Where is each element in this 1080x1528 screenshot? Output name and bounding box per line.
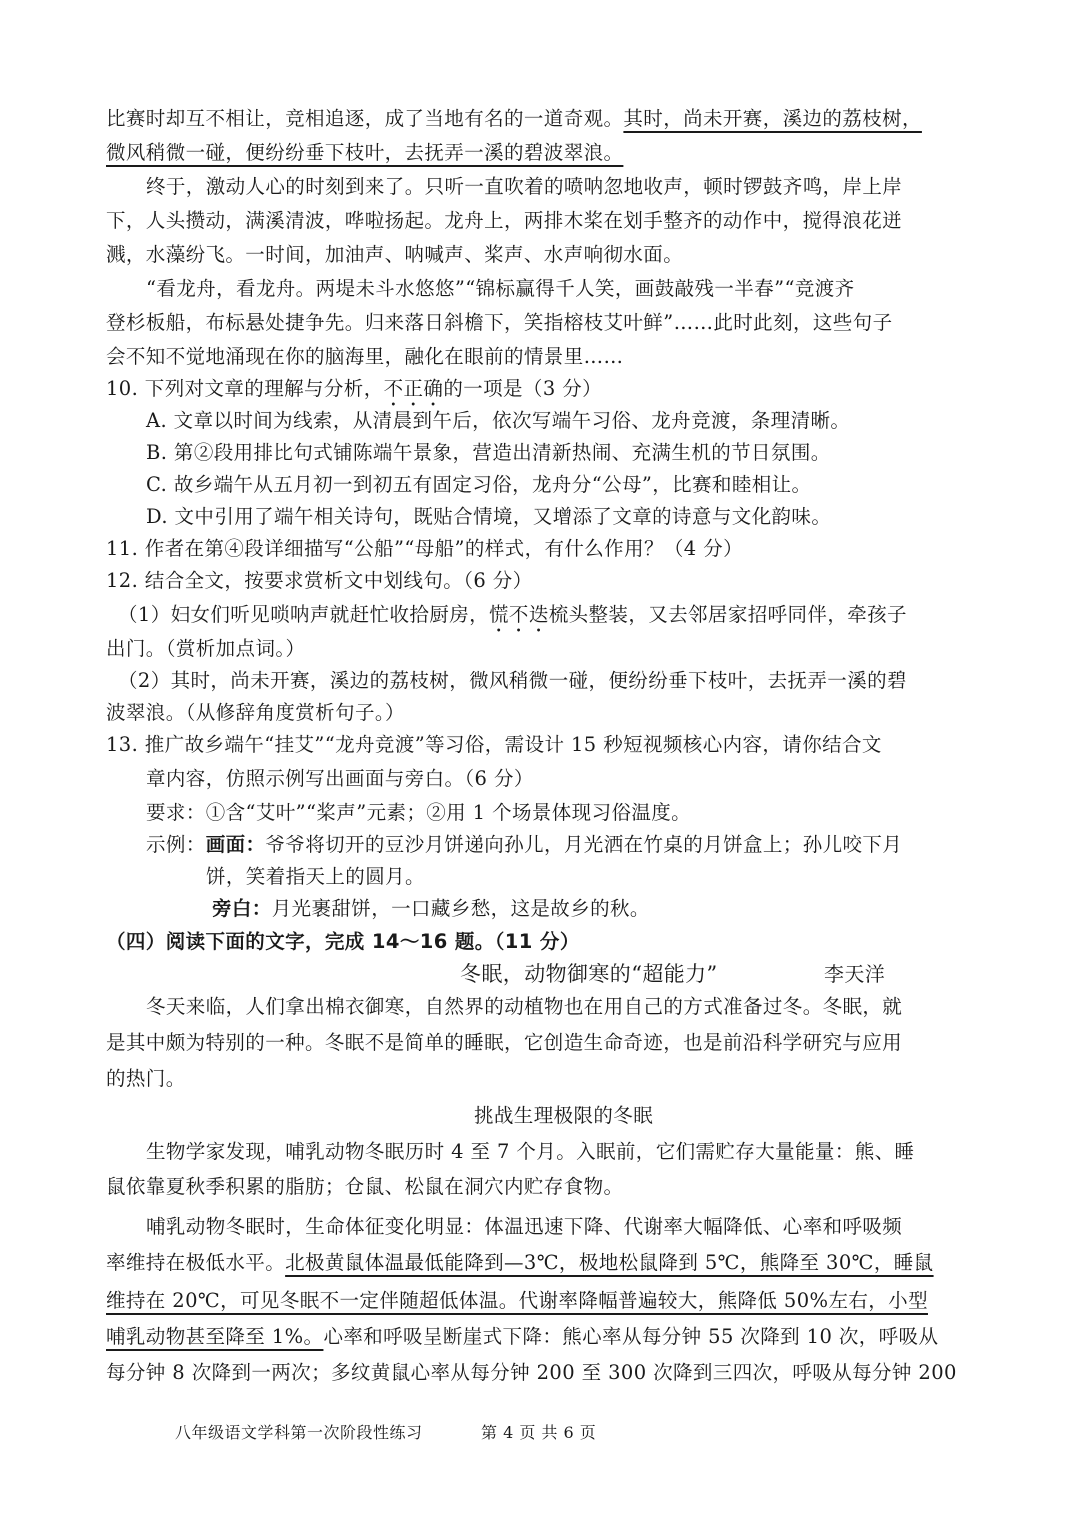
underlined-text: 其时，尚未开赛，溪边的荔枝树，	[623, 107, 922, 130]
passage-line	[106, 1320, 938, 1354]
passage-line: 溅，水藻纷飞。一时间，加油声、呐喊声、桨声、水声响彻水面。	[106, 243, 684, 266]
text: 心率和呼吸呈断崖式下降：熊心率从每分钟 55 次降到 10 次，呼吸从	[323, 1325, 939, 1348]
option-d: D. 文中引用了端午相关诗句，既贴合情境，又增添了文章的诗意与文化韵味。	[146, 505, 832, 528]
emphasis-text: 慌不迭	[489, 603, 549, 626]
question-12-item-1-cont: 出门。（赏析加点词。）	[106, 637, 306, 660]
question-11: 11. 作者在第④段详细描写“公船”“母船”的样式，有什么作用？（4 分）	[106, 537, 743, 560]
passage-line	[106, 1246, 934, 1280]
passage-line: 哺乳动物冬眠时，生命体征变化明显：体温迅速下降、代谢率大幅降低、心率和呼吸频	[146, 1215, 903, 1238]
text: 10. 下列对文章的理解与分析，	[106, 377, 384, 400]
text: 的一项是（3 分）	[443, 377, 603, 400]
passage-line: 每分钟 8 次降到一两次；多纹黄鼠心率从每分钟 200 至 300 次降到三四次，呼吸从每分钟 200	[106, 1361, 957, 1384]
passage-line: 会不知不觉地涌现在你的脑海里，融化在眼前的情景里……	[106, 345, 624, 368]
question-13-requirement: 要求：①含“艾叶”“桨声”元素；②用 1 个场景体现习俗温度。	[146, 801, 692, 824]
passage-line: 冬天来临，人们拿出棉衣御寒，自然界的动植物也在用自己的方式准备过冬。冬眠，就	[146, 995, 903, 1018]
question-13-example	[146, 828, 902, 862]
text: （1）妇女们听见唢呐声就赶忙收拾厨房，	[118, 603, 490, 626]
question-12-item-2: （2）其时，尚未开赛，溪边的荔枝树，微风稍微一碰，便纷纷垂下枝叶，去抚弄一溪的碧	[118, 669, 907, 692]
text: 率维持在极低水平。	[106, 1251, 286, 1274]
article-author: 李天洋	[824, 962, 886, 986]
passage-line: 下，人头攒动，满溪清波，哗啦扬起。龙舟上，两排木桨在划手整齐的动作中，搅得浪花迸	[106, 209, 903, 232]
picture-label: 画面：	[205, 833, 266, 856]
passage-line: “看龙舟，看龙舟。两堤未斗水悠悠”“锦标赢得千人笑，画鼓敲残一半春”“竞渡齐	[146, 277, 855, 300]
option-a: A. 文章以时间为线索，从清晨到午后，依次写端午习俗、龙舟竞渡，条理清晰。	[146, 409, 851, 432]
underlined-text: 维持在 20℃，可见冬眠不一定伴随超低体温。代谢率降幅普遍较大，熊降低 50%左右，小型	[106, 1289, 928, 1312]
passage-line	[106, 102, 922, 136]
footer-page-number: 第 4 页 共 6 页	[481, 1423, 597, 1442]
passage-line: 鼠依靠夏秋季积累的脂肪；仓鼠、松鼠在洞穴内贮存食物。	[106, 1175, 624, 1198]
text: 爷爷将切开的豆沙月饼递向孙儿，月光洒在竹桌的月饼盒上；孙儿咬下月	[265, 833, 903, 856]
text: 比赛时却互不相让，竞相追逐，成了当地有名的一道奇观。	[106, 107, 624, 130]
underlined-text: 哺乳动物甚至降至 1%。	[106, 1325, 324, 1348]
article-subtitle: 挑战生理极限的冬眠	[474, 1104, 654, 1127]
option-c: C. 故乡端午从五月初一到初五有固定习俗，龙舟分“公母”，比赛和睦相让。	[146, 473, 812, 496]
question-13-cont: 章内容，仿照示例写出画面与旁白。（6 分）	[146, 767, 534, 790]
underlined-text: 北极黄鼠体温最低能降到—3℃，极地松鼠降到 5℃，熊降至 30℃，睡鼠	[285, 1251, 934, 1274]
voiceover-label: 旁白：	[212, 897, 272, 920]
question-13-voiceover	[212, 892, 650, 926]
article-title: 冬眠，动物御寒的“超能力”	[460, 962, 718, 986]
question-12: 12. 结合全文，按要求赏析文中划线句。（6 分）	[106, 569, 533, 592]
passage-line: 终于，激动人心的时刻到来了。只听一直吹着的喷呐忽地收声，顿时锣鼓齐鸣，岸上岸	[146, 175, 903, 198]
passage-line: 生物学家发现，哺乳动物冬眠历时 4 至 7 个月。入眠前，它们需贮存大量能量：熊、睡	[146, 1140, 915, 1163]
passage-line: 是其中颇为特别的一种。冬眠不是简单的睡眠，它创造生命奇迹，也是前沿科学研究与应用	[106, 1031, 903, 1054]
text: 月光裹甜饼，一口藏乡愁，这是故乡的秋。	[271, 897, 650, 920]
option-b: B. 第②段用排比句式铺陈端午景象，营造出清新热闹、充满生机的节日氛围。	[146, 441, 831, 464]
emphasis-text: 不正确	[383, 377, 444, 400]
example-label: 示例：	[146, 833, 206, 856]
passage-line: 的热门。	[106, 1067, 186, 1090]
underlined-text: 微风稍微一碰，便纷纷垂下枝叶，去抚弄一溪的碧波翠浪。	[106, 141, 624, 164]
text: 梳头整装，又去邻居家招呼同伴，牵孩子	[548, 603, 907, 626]
question-13-example-cont: 饼，笑着指天上的圆月。	[206, 865, 425, 888]
section-heading: （四）阅读下面的文字，完成 14～16 题。（11 分）	[106, 930, 580, 953]
question-12-item-2-cont: 波翠浪。（从修辞角度赏析句子。）	[106, 701, 405, 724]
footer-subject: 八年级语文学科第一次阶段性练习	[175, 1423, 423, 1442]
passage-line: 登杉板船，布标悬处捷争先。归来落日斜檐下，笑指榕枝艾叶鲜”……此时此刻，这些句子	[106, 311, 893, 334]
question-13: 13. 推广故乡端午“挂艾”“龙舟竞渡”等习俗，需设计 15 秒短视频核心内容，请你结合文	[106, 733, 882, 756]
